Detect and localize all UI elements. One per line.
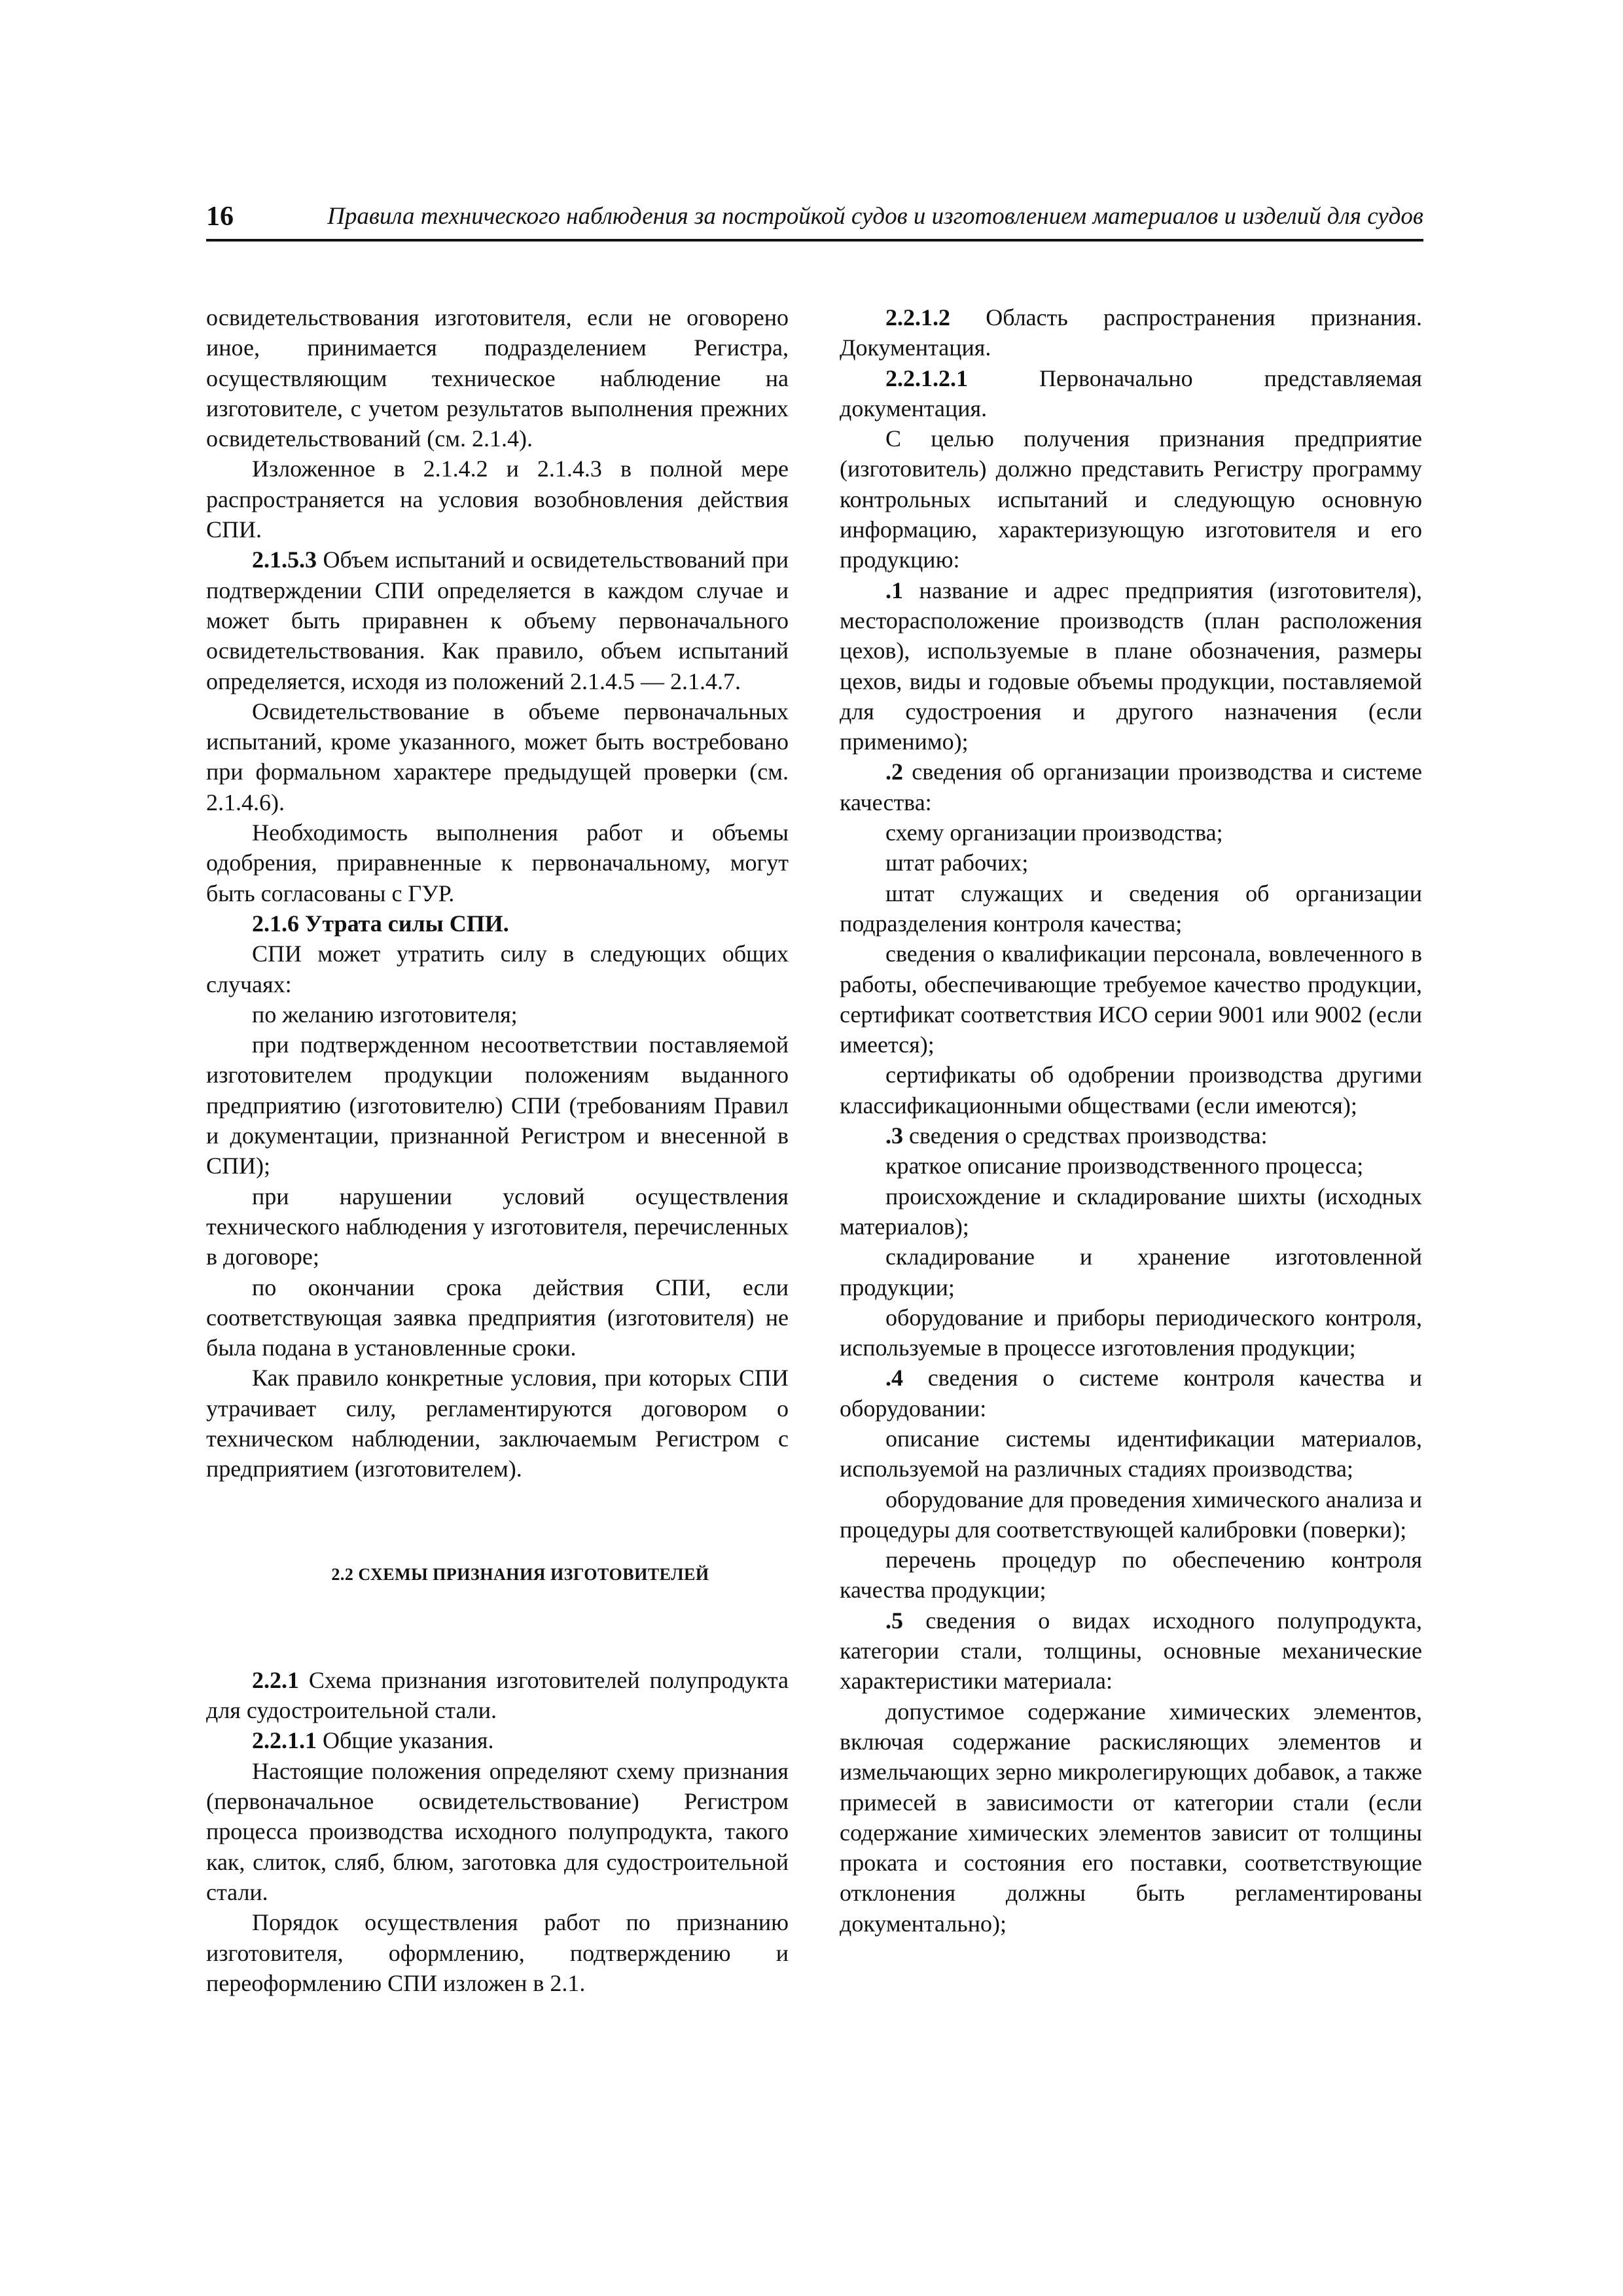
clause-number: 2.2.1.1: [252, 1727, 317, 1754]
paragraph: Порядок осуществления работ по признанию изготовителя, оформлению, подтверждению и переоформлению СПИ изложен в 2.1.: [206, 1909, 789, 1996]
paragraph: при подтвержденном несоответствии поставляемой изготовителем продукции положениям выданного предприятию (изготовителю) СПИ (требованиям Правил и документации, признанной Регистром и внесенной в СПИ);: [206, 1031, 789, 1179]
list-item: [840, 575, 1422, 757]
clause-number: 2.2.1: [252, 1666, 299, 1693]
page-header: [206, 200, 1423, 242]
paragraph: сведения о квалификации персонала, вовлеченного в работы, обеспечивающие требуемое качество продукции, сертификат соответствия ИСО серии 9001 или 9002 (если имеется);: [840, 941, 1422, 1058]
paragraph: [840, 363, 1422, 424]
clause-title: Утрата силы СПИ.: [299, 910, 509, 937]
paragraph-text: сведения о видах исходного полупродукта, категории стали, толщины, основные механические характеристики материала:: [840, 1607, 1422, 1695]
paragraph: перечень процедур по обеспечению контроля качества продукции;: [840, 1547, 1422, 1604]
paragraph: оборудование для проведения химического анализа и процедуры для соответствующей калибровки (поверки);: [840, 1486, 1422, 1543]
clause-number: 2.1.5.3: [252, 547, 317, 573]
paragraph: [206, 545, 789, 696]
paragraph: краткое описание производственного процесса;: [885, 1153, 1364, 1179]
paragraph: Необходимость выполнения работ и объемы одобрения, приравненные к первоначальному, могут быть согласованы с ГУР.: [206, 819, 789, 906]
item-number: .3: [885, 1122, 903, 1149]
paragraph-text: Первоначально представляемая документация.: [840, 365, 1422, 422]
paragraph: при нарушении условий осуществления технического наблюдения у изготовителя, перечисленных в договоре;: [206, 1183, 789, 1270]
right-column: [840, 302, 1422, 1939]
paragraph: сертификаты об одобрении производства другими классификационными обществами (если имеются);: [840, 1062, 1422, 1119]
paragraph: штат рабочих;: [885, 850, 1029, 876]
item-number: .1: [885, 577, 903, 603]
paragraph-text: сведения об организации производства и системе качества:: [840, 759, 1422, 816]
paragraph-text: Область распространения признания. Документация.: [840, 304, 1422, 361]
running-title: Правила технического наблюдения за постройкой судов и изготовлением материалов и изделий для судов: [327, 203, 1423, 230]
clause-number: 2.2.1.2.1: [885, 365, 968, 391]
paragraph: Настоящие положения определяют схему признания (первоначальное освидетельствование) Регистром процесса производства исходного полупродукта, такого как, слиток, сляб, блюм, заготовка для судостроительной стали.: [206, 1757, 789, 1905]
paragraph: по желанию изготовителя;: [252, 1001, 518, 1028]
section-heading: 2.2 СХЕМЫ ПРИЗНАНИЯ ИЗГОТОВИТЕЛЕЙ: [331, 1564, 709, 1584]
paragraph: оборудование и приборы периодического контроля, используемые в процессе изготовления продукции;: [840, 1304, 1422, 1361]
paragraph: [206, 908, 789, 939]
left-column: [206, 302, 789, 1998]
paragraph: Освидетельствование в объеме первоначальных испытаний, кроме указанного, может быть востребовано при формальном характере предыдущей проверки (см. 2.1.4.6).: [206, 698, 789, 816]
list-item: [840, 1605, 1422, 1696]
item-number: .2: [885, 759, 903, 785]
paragraph: СПИ может утратить силу в следующих общих случаях:: [206, 941, 789, 997]
paragraph-text: Объем испытаний и освидетельствований при подтверждении СПИ определяется в каждом случае и может быть приравнен к объему первоначального освидетельствования. Как правило, объем испытаний определяется, исходя из положений 2.1.4.5 — 2.1.4.7.: [206, 547, 789, 694]
clause-number: 2.2.1.2: [885, 304, 950, 331]
list-item: [840, 1363, 1422, 1424]
paragraph: [840, 302, 1422, 363]
paragraph: [206, 1665, 789, 1726]
item-number: .5: [885, 1607, 903, 1634]
paragraph: описание системы идентификации материалов, используемой на различных стадиях производства;: [840, 1425, 1422, 1482]
paragraph: происхождение и складирование шихты (исходных материалов);: [840, 1183, 1422, 1240]
paragraph-text: название и адрес предприятия (изготовителя), месторасположение производств (план расположения цехов), используемые в плане обозначения, размеры цехов, виды и годовые объемы продукции, поставляемой для судостроения и другого назначения (если применимо);: [840, 577, 1422, 755]
paragraph-text: сведения о средствах производства:: [903, 1122, 1268, 1149]
paragraph-text: Схема признания изготовителей полупродукта для судостроительной стали.: [206, 1666, 789, 1724]
paragraph: [206, 1725, 789, 1755]
page-number: 16: [206, 202, 234, 232]
clause-number: 2.1.6: [252, 910, 299, 937]
paragraph: штат служащих и сведения об организации подразделения контроля качества;: [840, 880, 1422, 937]
paragraph: схему организации производства;: [885, 819, 1223, 846]
paragraph-text: сведения о системе контроля качества и оборудовании:: [840, 1365, 1422, 1422]
paragraph: по окончании срока действия СПИ, если соответствующая заявка предприятия (изготовителя) не была подана в установленные сроки.: [206, 1274, 789, 1361]
item-number: .4: [885, 1365, 903, 1391]
paragraph-text: Общие указания.: [317, 1727, 494, 1754]
paragraph: складирование и хранение изготовленной продукции;: [840, 1244, 1422, 1300]
list-item: [840, 1121, 1422, 1151]
list-item: [840, 757, 1422, 817]
paragraph: С целью получения признания предприятие (изготовитель) должно представить Регистру программу контрольных испытаний и следующую основную информацию, характеризующую изготовителя и его продукцию:: [840, 425, 1422, 573]
paragraph: Изложенное в 2.1.4.2 и 2.1.4.3 в полной мере распространяется на условия возобновления действия СПИ.: [206, 456, 789, 543]
paragraph: допустимое содержание химических элементов, включая содержание раскисляющих элементов и измельчающих зерно микролегирующих добавок, а также примесей в зависимости от категории стали (если содержание химических элементов зависит от толщины проката и состояния его поставки, соответствующие отклонения должны быть регламентированы документально);: [840, 1698, 1422, 1937]
paragraph: Как правило конкретные условия, при которых СПИ утрачивает силу, регламентируются договором о техническом наблюдении, заключаемым Регистром с предприятием (изготовителем).: [206, 1365, 789, 1482]
paragraph: освидетельствования изготовителя, если не оговорено иное, принимается подразделением Регистра, осуществляющим техническое наблюдение на изготовителе, с учетом результатов выполнения прежних освидетельствований (см. 2.1.4).: [206, 304, 789, 452]
